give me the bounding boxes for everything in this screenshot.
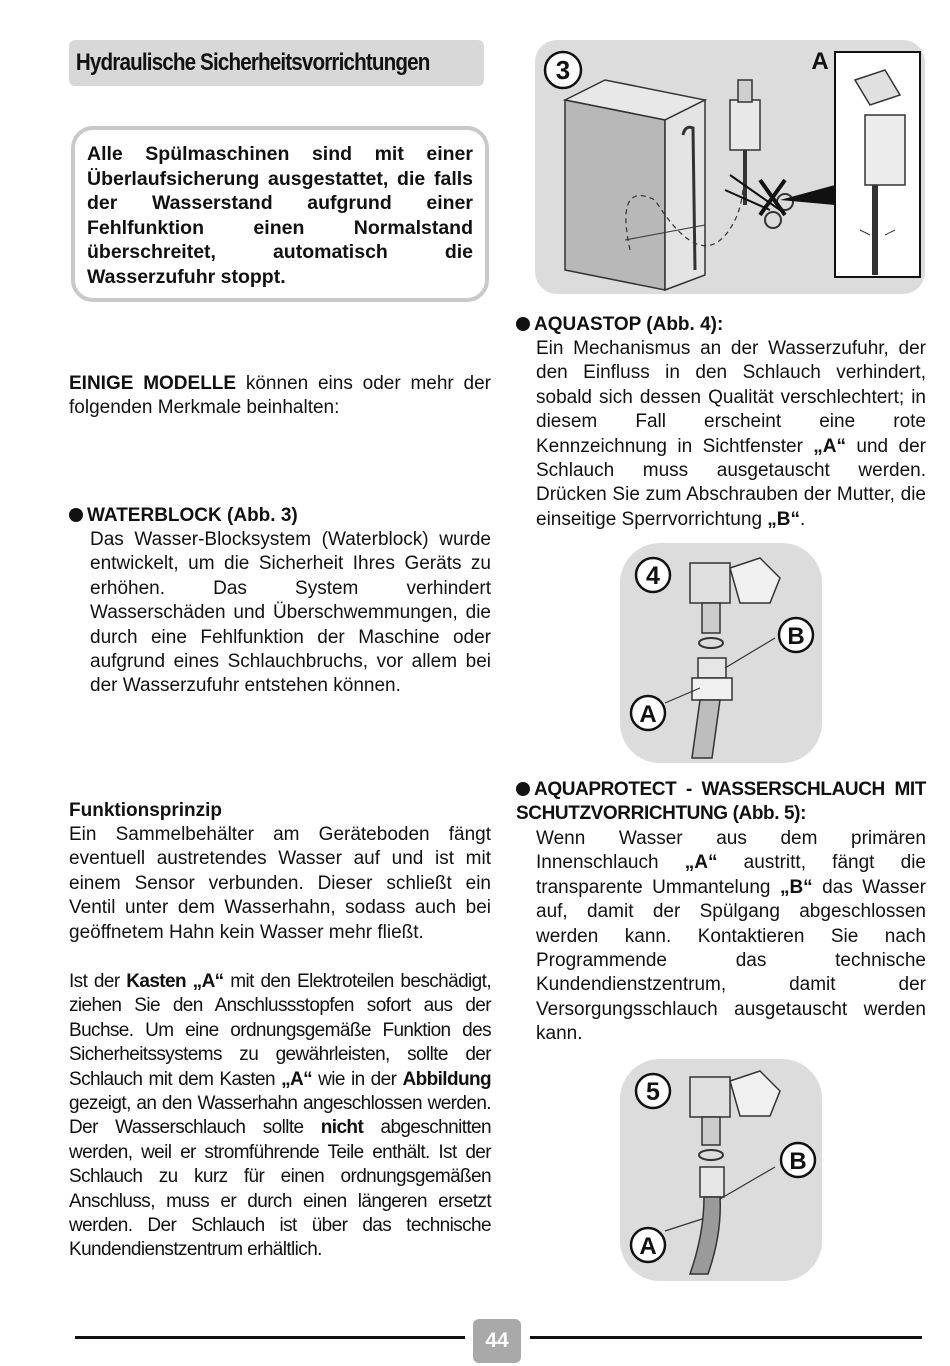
aquastop-text-3: und der Schlauch muss ausgetauscht werden. Drücken Sie zum Abschrauben der Mutter, die einseitige Sperrvorrichtung bbox=[536, 435, 926, 530]
figure-3-illustration bbox=[535, 40, 925, 294]
page-title: Hydraulische Sicherheitsvorrichtungen bbox=[75, 49, 430, 76]
bullet-icon bbox=[69, 508, 83, 522]
aquaprotect-text-1: Wenn Wasser aus dem primären Innenschlauch bbox=[536, 828, 926, 874]
footer-rule-left bbox=[75, 1336, 465, 1339]
aquastop-heading bbox=[516, 313, 926, 337]
principle-text-2 bbox=[69, 970, 491, 1263]
models-text: können eins oder mehr der folgenden Merkmale beinhalten: bbox=[69, 373, 491, 419]
note-box bbox=[71, 126, 489, 302]
models-lead: EINIGE MODELLE bbox=[69, 373, 237, 394]
principle-text-2e: wie in der bbox=[312, 1068, 403, 1090]
aquastop-text bbox=[536, 337, 926, 532]
principle-text-1: Ein Sammelbehälter am Geräteboden fängt eventuell austretendes Wasser auf und ist mit einem Sensor verbunden. Dieser schließt ein Ventil unter dem Wasserhahn, sodass auch bei geöffnetem Hahn kein Wasser mehr fließt. bbox=[69, 824, 491, 943]
waterblock-heading bbox=[69, 504, 491, 528]
principle-text-2c: mit den Elektroteilen beschädigt, ziehen Sie den Anschlussstopfen sofort aus der Buchse. Um eine ordnungsgemäße Funktion des Sicherheitssystems zu gewährleisten, sollte der Schlauch mit dem Kasten bbox=[69, 971, 492, 1090]
aquaprotect-text-4: „B“ bbox=[779, 876, 813, 898]
aquastop-text-1: Ein Mechanismus an der Wasserzufuhr, der den Einfluss in den Schlauch verhindert, sobald sich dessen Qualität verschlechtert; in diesem Fall erscheint eine rote Kennzeichnung in Sichtfenster bbox=[536, 338, 926, 457]
figure-5-label-a: A bbox=[639, 1233, 657, 1260]
figure-4-label-a: A bbox=[639, 701, 657, 728]
figure-5 bbox=[620, 1059, 822, 1281]
aquastop-heading-text: AQUASTOP (Abb. 4): bbox=[534, 314, 724, 335]
aquaprotect-text-5: das Wasser auf, damit der Spülgang abgeschlossen werden kann. Kontaktieren Sie nach Programmende das technische Kundendienstzentrum, damit der Versorgungsschlauch ausgetauscht werden kann. bbox=[536, 876, 926, 1045]
principle-text-2b: Kasten „A“ bbox=[126, 971, 224, 992]
bullet-icon bbox=[516, 317, 530, 331]
principle-heading: Funktionsprinzip bbox=[69, 800, 223, 821]
figure-3 bbox=[535, 40, 925, 294]
figure-5-illustration bbox=[620, 1059, 822, 1281]
principle-text-2f: Abbildung bbox=[402, 1068, 491, 1090]
waterblock-heading-text: WATERBLOCK (Abb. 3) bbox=[87, 505, 298, 526]
principle-text-2d: „A“ bbox=[281, 1068, 313, 1090]
aquaprotect-text bbox=[536, 827, 926, 1047]
aquaprotect-heading bbox=[516, 778, 926, 827]
aquastop-text-4: „B“ bbox=[767, 508, 801, 530]
figure-3-label-a: A bbox=[811, 48, 829, 75]
principle-text-2g: gezeigt, an den Wasserhahn angeschlossen werden. Der Wasserschlauch sollte bbox=[69, 1093, 491, 1139]
principle-text-2i: abgeschnitten werden, weil er stromführende Teile enthält. Ist der Schlauch zu kurz für einen ordnungsgemäßen Anschluss, muss er durch einen längeren ersetzt werden. Der Schlauch ist über das technische Kundendienstzentrum erhältlich. bbox=[69, 1117, 491, 1261]
footer-rule-right bbox=[530, 1336, 922, 1339]
aquastop-text-5: . bbox=[800, 508, 806, 530]
section-title bbox=[69, 40, 484, 86]
note-text: Alle Spülmaschinen sind mit einer Überlaufsicherung ausgestattet, die falls der Wasserstand aufgrund einer Fehlfunktion einen Normalstand überschreitet, automatisch die Wasserzufuhr stoppt. bbox=[87, 143, 473, 288]
figure-4-label-b: B bbox=[787, 623, 805, 650]
principle-text-2h: nicht bbox=[320, 1117, 364, 1139]
figure-3-number: 3 bbox=[555, 55, 571, 85]
figure-4-number: 4 bbox=[646, 562, 660, 590]
figure-5-label-b: B bbox=[789, 1148, 807, 1175]
aquaprotect-heading-text: AQUAPROTECT - WASSERSCHLAUCH MIT SCHUTZVORRICHTUNG (Abb. 5): bbox=[516, 779, 926, 825]
bullet-icon bbox=[516, 782, 530, 796]
waterblock-text: Das Wasser-Blocksystem (Waterblock) wurde entwickelt, um die Sicherheit Ihres Geräts zu erhöhen. Das System verhindert Wasserschäden und Überschwemmungen, die durch eine Fehlfunktion der Maschine oder aufgrund eines Schlauchbruchs, vor allem bei der Wasserzufuhr entstehen können. bbox=[90, 529, 491, 697]
figure-4 bbox=[620, 543, 822, 763]
page-number: 44 bbox=[473, 1319, 521, 1363]
aquastop-text-2: „A“ bbox=[813, 435, 847, 457]
models-paragraph bbox=[69, 372, 491, 421]
figure-4-illustration bbox=[620, 543, 822, 763]
figure-5-number: 5 bbox=[646, 1078, 660, 1106]
aquaprotect-text-3: austritt, fängt die transparente Ummantelung bbox=[536, 852, 926, 898]
aquaprotect-text-2: „A“ bbox=[684, 852, 718, 874]
principle-text-2a: Ist der bbox=[69, 971, 127, 992]
